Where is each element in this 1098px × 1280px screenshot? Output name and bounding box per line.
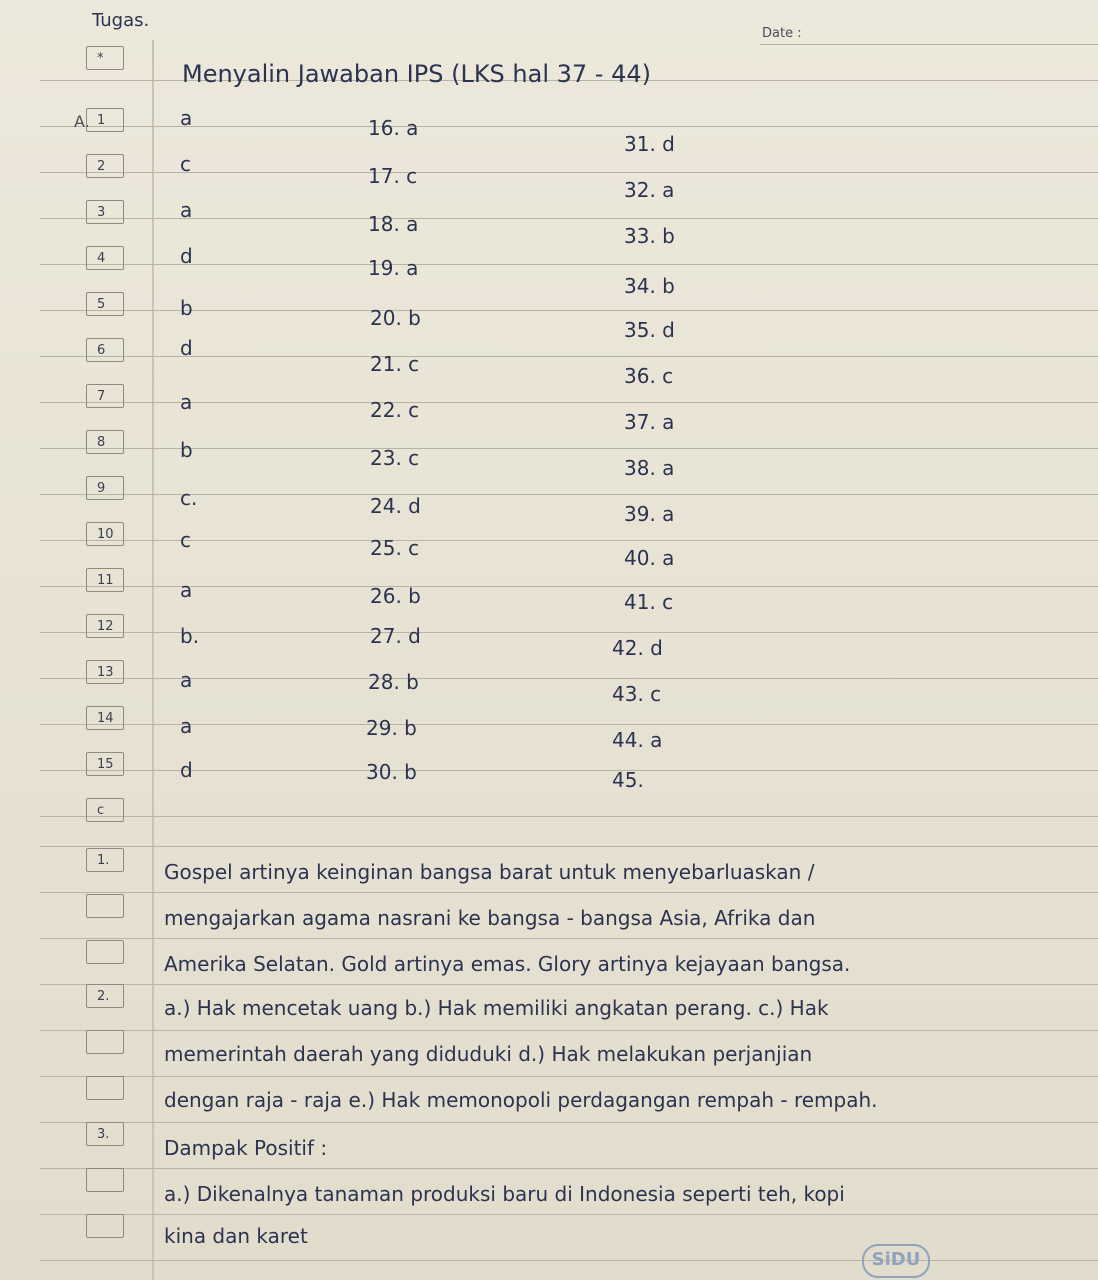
essay-line: a.) Dikenalnya tanaman produksi baru di Indonesia seperti teh, kopi bbox=[164, 1182, 845, 1206]
answer-item: 16. a bbox=[368, 116, 419, 140]
essay-line: kina dan karet bbox=[164, 1224, 308, 1248]
essay-number-box: 3. bbox=[86, 1122, 124, 1146]
answer-item: 18. a bbox=[368, 212, 419, 236]
ruled-line bbox=[40, 540, 1098, 541]
essay-number-box: 1. bbox=[86, 848, 124, 872]
essay-line: Gospel artinya keinginan bangsa barat untuk menyebarluaskan / bbox=[164, 860, 815, 884]
ruled-line bbox=[760, 44, 1098, 45]
ruled-line bbox=[40, 1076, 1098, 1077]
ruled-line bbox=[40, 1260, 1098, 1261]
answer-item: 29. b bbox=[366, 716, 417, 740]
essay-empty-box bbox=[86, 1076, 124, 1100]
ruled-line bbox=[40, 1030, 1098, 1031]
essay-line: Amerika Selatan. Gold artinya emas. Glory artinya kejayaan bangsa. bbox=[164, 952, 851, 976]
answer-item: 17. c bbox=[368, 164, 418, 188]
ruled-line bbox=[40, 172, 1098, 173]
answer-letter: a bbox=[180, 198, 193, 222]
ruled-line bbox=[40, 892, 1098, 893]
ruled-line bbox=[40, 356, 1098, 357]
essay-empty-box bbox=[86, 940, 124, 964]
answer-item: 42. d bbox=[612, 636, 663, 660]
section-a-label: A. bbox=[74, 112, 90, 131]
essay-line: mengajarkan agama nasrani ke bangsa - bangsa Asia, Afrika dan bbox=[164, 906, 816, 930]
essay-empty-box bbox=[86, 1168, 124, 1192]
answer-item: 20. b bbox=[370, 306, 421, 330]
answer-letter: c bbox=[180, 528, 191, 552]
page-title: Menyalin Jawaban IPS (LKS hal 37 - 44) bbox=[182, 60, 651, 88]
answer-number-box: 13 bbox=[86, 660, 124, 684]
answer-item: 35. d bbox=[624, 318, 675, 342]
answer-item: 24. d bbox=[370, 494, 421, 518]
answer-number-box: 2 bbox=[86, 154, 124, 178]
date-label: Date : bbox=[762, 26, 802, 41]
answer-letter: b bbox=[180, 438, 193, 462]
answer-item: 43. c bbox=[612, 682, 662, 706]
answer-item: 34. b bbox=[624, 274, 675, 298]
essay-number-box: 2. bbox=[86, 984, 124, 1008]
answer-item: 19. a bbox=[368, 256, 419, 280]
essay-line: Dampak Positif : bbox=[164, 1136, 328, 1160]
answer-number-box: 1 bbox=[86, 108, 124, 132]
answer-item: 27. d bbox=[370, 624, 421, 648]
answer-item: 26. b bbox=[370, 584, 421, 608]
answer-item: 22. c bbox=[370, 398, 420, 422]
answer-item: 33. b bbox=[624, 224, 675, 248]
answer-letter: b bbox=[180, 296, 193, 320]
answer-item: 28. b bbox=[368, 670, 419, 694]
answer-letter: a bbox=[180, 714, 193, 738]
answer-number-box: 7 bbox=[86, 384, 124, 408]
sidu-logo: SiDU bbox=[862, 1244, 930, 1278]
ruled-line bbox=[40, 218, 1098, 219]
tugas-label: Tugas. bbox=[92, 10, 150, 31]
answer-number-box: 4 bbox=[86, 246, 124, 270]
ruled-line bbox=[40, 448, 1098, 449]
answer-number-box: 12 bbox=[86, 614, 124, 638]
answer-letter: d bbox=[180, 758, 193, 782]
answer-number-box: 8 bbox=[86, 430, 124, 454]
answer-letter: d bbox=[180, 336, 193, 360]
essay-line: memerintah daerah yang diduduki d.) Hak melakukan perjanjian bbox=[164, 1042, 813, 1066]
answer-item: 25. c bbox=[370, 536, 420, 560]
essay-empty-box bbox=[86, 1030, 124, 1054]
essay-line: dengan raja - raja e.) Hak memonopoli perdagangan rempah - rempah. bbox=[164, 1088, 878, 1112]
ruled-line bbox=[40, 494, 1098, 495]
essay-empty-box bbox=[86, 1214, 124, 1238]
answer-item: 39. a bbox=[624, 502, 675, 526]
answer-item: 31. d bbox=[624, 132, 675, 156]
answer-item: 32. a bbox=[624, 178, 675, 202]
ruled-line bbox=[40, 586, 1098, 587]
answer-letter: b. bbox=[180, 624, 200, 648]
margin-line bbox=[152, 40, 154, 1280]
answer-item: 37. a bbox=[624, 410, 675, 434]
answer-item: 41. c bbox=[624, 590, 674, 614]
answer-letter: d bbox=[180, 244, 193, 268]
answer-number-box: 11 bbox=[86, 568, 124, 592]
ruled-line bbox=[40, 846, 1098, 847]
ruled-line bbox=[40, 678, 1098, 679]
answer-letter: c. bbox=[180, 486, 198, 510]
answer-item: 21. c bbox=[370, 352, 420, 376]
answer-letter: a bbox=[180, 390, 193, 414]
ruled-line bbox=[40, 126, 1098, 127]
essay-line: a.) Hak mencetak uang b.) Hak memiliki angkatan perang. c.) Hak bbox=[164, 996, 829, 1020]
answer-number-box: 15 bbox=[86, 752, 124, 776]
ruled-line bbox=[40, 264, 1098, 265]
answer-number-box: 6 bbox=[86, 338, 124, 362]
ruled-line bbox=[40, 984, 1098, 985]
ruled-line bbox=[40, 1168, 1098, 1169]
answer-letter: a bbox=[180, 668, 193, 692]
ruled-line bbox=[40, 816, 1098, 817]
ruled-line bbox=[40, 938, 1098, 939]
answer-item: 36. c bbox=[624, 364, 674, 388]
answer-item: 30. b bbox=[366, 760, 417, 784]
answer-number-box: 3 bbox=[86, 200, 124, 224]
answer-number-box: 14 bbox=[86, 706, 124, 730]
section-c-box: c bbox=[86, 798, 124, 822]
answer-item: 44. a bbox=[612, 728, 663, 752]
answer-letter: a bbox=[180, 106, 193, 130]
answer-number-box: 10 bbox=[86, 522, 124, 546]
answer-item: 40. a bbox=[624, 546, 675, 570]
ruled-line bbox=[40, 770, 1098, 771]
ruled-line bbox=[40, 310, 1098, 311]
answer-item: 45. bbox=[612, 768, 644, 792]
answer-item: 23. c bbox=[370, 446, 420, 470]
ruled-line bbox=[40, 1122, 1098, 1123]
answer-number-box: 9 bbox=[86, 476, 124, 500]
bullet-box: * bbox=[86, 46, 124, 70]
essay-empty-box bbox=[86, 894, 124, 918]
answer-number-box: 5 bbox=[86, 292, 124, 316]
ruled-line bbox=[40, 402, 1098, 403]
answer-item: 38. a bbox=[624, 456, 675, 480]
answer-letter: c bbox=[180, 152, 191, 176]
ruled-line bbox=[40, 724, 1098, 725]
answer-letter: a bbox=[180, 578, 193, 602]
ruled-line bbox=[40, 1214, 1098, 1215]
